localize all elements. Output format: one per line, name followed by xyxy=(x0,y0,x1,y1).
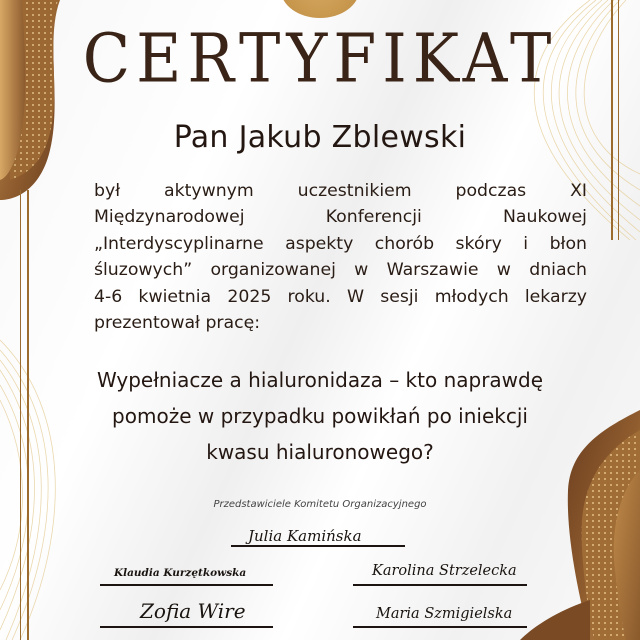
signature-line xyxy=(100,584,273,586)
gold-medallion xyxy=(281,0,359,18)
signature-line xyxy=(100,626,273,628)
body-line: „Interdyscyplinarne aspekty chorób skóry i błon xyxy=(94,233,587,254)
signature-julia-kaminska: Julia Kamińska xyxy=(248,527,362,545)
topic-line: Wypełniacze a hialuronidaza – kto naprawdę xyxy=(96,368,544,392)
signature-maria-szmigielska: Maria Szmigielska xyxy=(376,606,513,622)
signature-karolina-strzelecka: Karolina Strzelecka xyxy=(372,563,517,579)
frame-line-left-outer xyxy=(20,190,21,640)
body-line: prezentował pracę: xyxy=(94,313,261,334)
body-line: 4-6 kwietnia 2025 roku. W sesji młodych lekarzy xyxy=(94,286,587,307)
committee-label: Przedstawiciele Komitetu Organizacyjnego xyxy=(213,499,427,510)
topic-line: pomoże w przypadku powikłań po iniekcji xyxy=(112,404,528,428)
frame-line-left-inner xyxy=(27,190,29,640)
signature-klaudia-kurzetkowska: Klaudia Kurzętkowska xyxy=(114,567,247,579)
certificate-title: CERTYFIKAT xyxy=(82,19,558,98)
body-line: był aktywnym uczestnikiem podczas XI xyxy=(94,181,587,201)
certificate-body xyxy=(94,178,587,336)
body-line: śluzowych” organizowanej w Warszawie w dniach xyxy=(94,260,587,281)
signature-line xyxy=(353,584,527,586)
recipient-name: Pan Jakub Zblewski xyxy=(173,120,467,155)
body-line: Międzynarodowej Konferencji Naukowej xyxy=(94,207,587,228)
presentation-topic xyxy=(60,362,580,470)
decorative-wedge-bottom xyxy=(520,600,590,640)
topic-line: kwasu hialuronowego? xyxy=(206,440,434,464)
signature-zofia-wire: Zofia Wire xyxy=(140,599,246,623)
signature-line xyxy=(231,545,405,547)
signature-line xyxy=(353,626,527,628)
